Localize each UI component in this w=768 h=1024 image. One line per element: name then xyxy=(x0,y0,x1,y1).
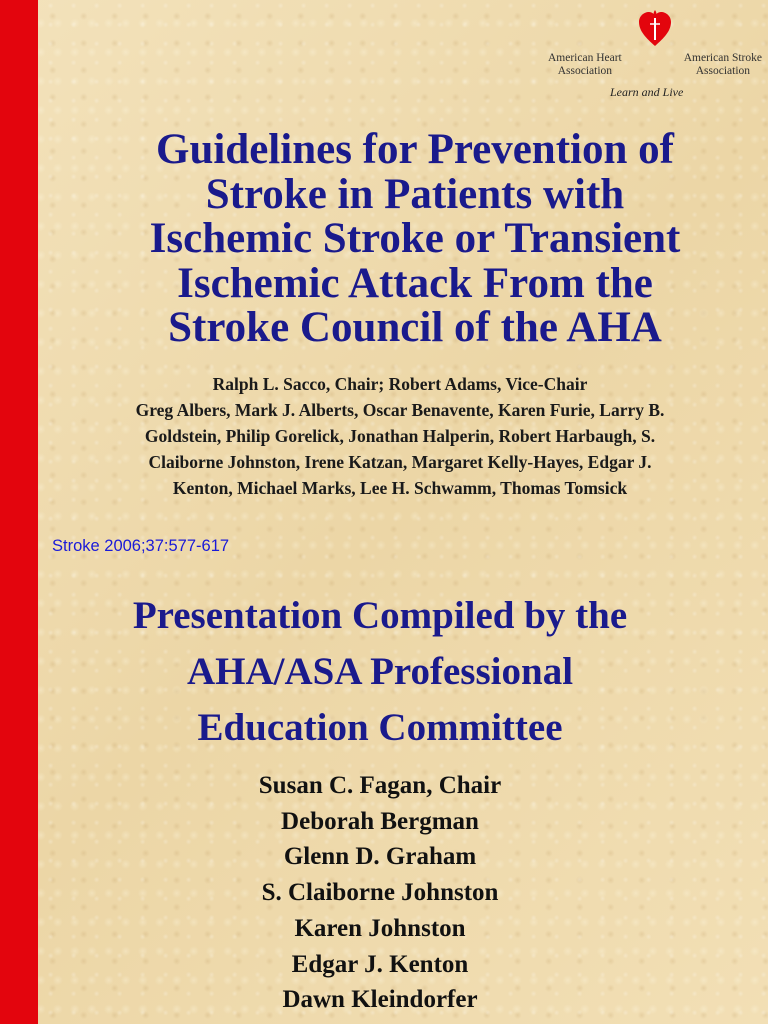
presentation-subtitle: Presentation Compiled by the AHA/ASA Professional Education Committee xyxy=(132,594,628,749)
logo-tagline: Learn and Live xyxy=(610,85,684,99)
committee-member: Edgar J. Kenton xyxy=(291,950,469,978)
committee-member: Karen Johnston xyxy=(294,914,466,942)
left-red-bar xyxy=(0,0,38,1024)
aha-asa-logo xyxy=(548,6,762,102)
heart-torch-icon xyxy=(638,6,672,48)
org-aha: American Heart Association xyxy=(548,52,622,77)
slide-title: Guidelines for Prevention of Stroke in Patients with Ischemic Stroke or Transient Ischemic Attack From the Stroke Council of the AHA xyxy=(149,126,681,351)
committee-member: Dawn Kleindorfer xyxy=(282,986,478,1014)
org-asa: American Stroke Association xyxy=(683,52,762,77)
committee-member: Glenn D. Graham xyxy=(283,843,477,871)
citation: Stroke 2006;37:577-617 xyxy=(52,537,230,555)
committee-members xyxy=(160,768,600,1018)
committee-member: S. Claiborne Johnston xyxy=(261,879,499,907)
authors-list: Ralph L. Sacco, Chair; Robert Adams, Vice-Chair Greg Albers, Mark J. Alberts, Oscar Benavente, Karen Furie, Larry B. Goldstein, Philip Gorelick, Jonathan Halperin, Robert Harbaugh, S. Claiborne Johnston, Irene Katzan, Margaret Kelly-Hayes, Edgar J. Kenton, Michael Marks, Lee H. Schwamm, Thomas Tomsick xyxy=(135,374,665,498)
committee-member: Deborah Bergman xyxy=(281,807,479,835)
committee-member: Susan C. Fagan, Chair xyxy=(258,772,502,799)
